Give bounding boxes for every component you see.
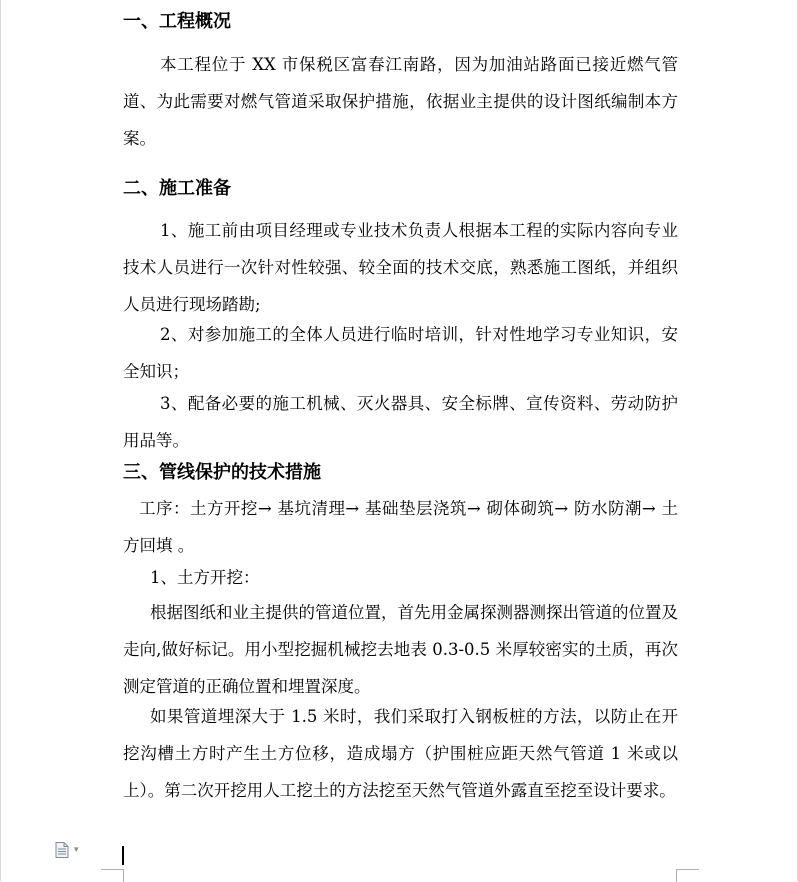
- paragraph-overview: 本工程位于 XX 市保税区富春江南路，因为加油站路面已接近燃气管道、为此需要对燃气管道采取保护措施，依据业主提供的设计图纸编制本方案。: [123, 55, 678, 148]
- margin-corner-mark-right: [676, 869, 699, 882]
- list-item-prep-2: 2、对参加施工的全体人员进行临时培训，针对性地学习专业知识，安全知识；: [123, 325, 678, 381]
- list-item-prep-3: 3、配备必要的施工机械、灭火器具、安全标牌、宣传资料、劳动防护用品等。: [123, 394, 678, 450]
- paragraph-excavation-a: 根据图纸和业主提供的管道位置，首先用金属探测器测探出管道的位置及走向,做好标记。用小型挖掘机械挖去地表 0.3-0.5 米厚较密实的土质，再次测定管道的正确位置和埋置深度。: [123, 603, 678, 696]
- margin-corner-mark-left: [101, 869, 124, 882]
- paragraph-process: 工序：土方开挖→ 基坑清理→ 基础垫层浇筑→ 砌体砌筑→ 防水防潮→ 土方回填 。: [123, 499, 678, 555]
- list-item-prep-1: 1、施工前由项目经理或专业技术负责人根据本工程的实际内容向专业技术人员进行一次针对性较强、较全面的技术交底，熟悉施工图纸，并组织人员进行现场踏勘;: [123, 221, 678, 314]
- text-cursor: [122, 846, 124, 865]
- heading-section-1: 一、工程概况: [123, 11, 231, 32]
- heading-section-3: 三、管线保护的技术措施: [123, 462, 321, 483]
- heading-section-2: 二、施工准备: [123, 178, 231, 199]
- page-left-edge: [0, 0, 1, 881]
- chevron-down-icon[interactable]: ▾: [74, 845, 79, 855]
- subheading-excavation: 1、土方开挖：: [150, 568, 260, 587]
- paragraph-excavation-b: 如果管道埋深大于 1.5 米时，我们采取打入钢板桩的方法，以防止在开挖沟槽土方时产生土方位移，造成塌方（护围桩应距天然气管道 1 米或以上）。第二次开挖用人工挖土的方法挖至天然气管道外露直至挖至设计要求。: [123, 707, 678, 800]
- document-icon[interactable]: [55, 842, 69, 858]
